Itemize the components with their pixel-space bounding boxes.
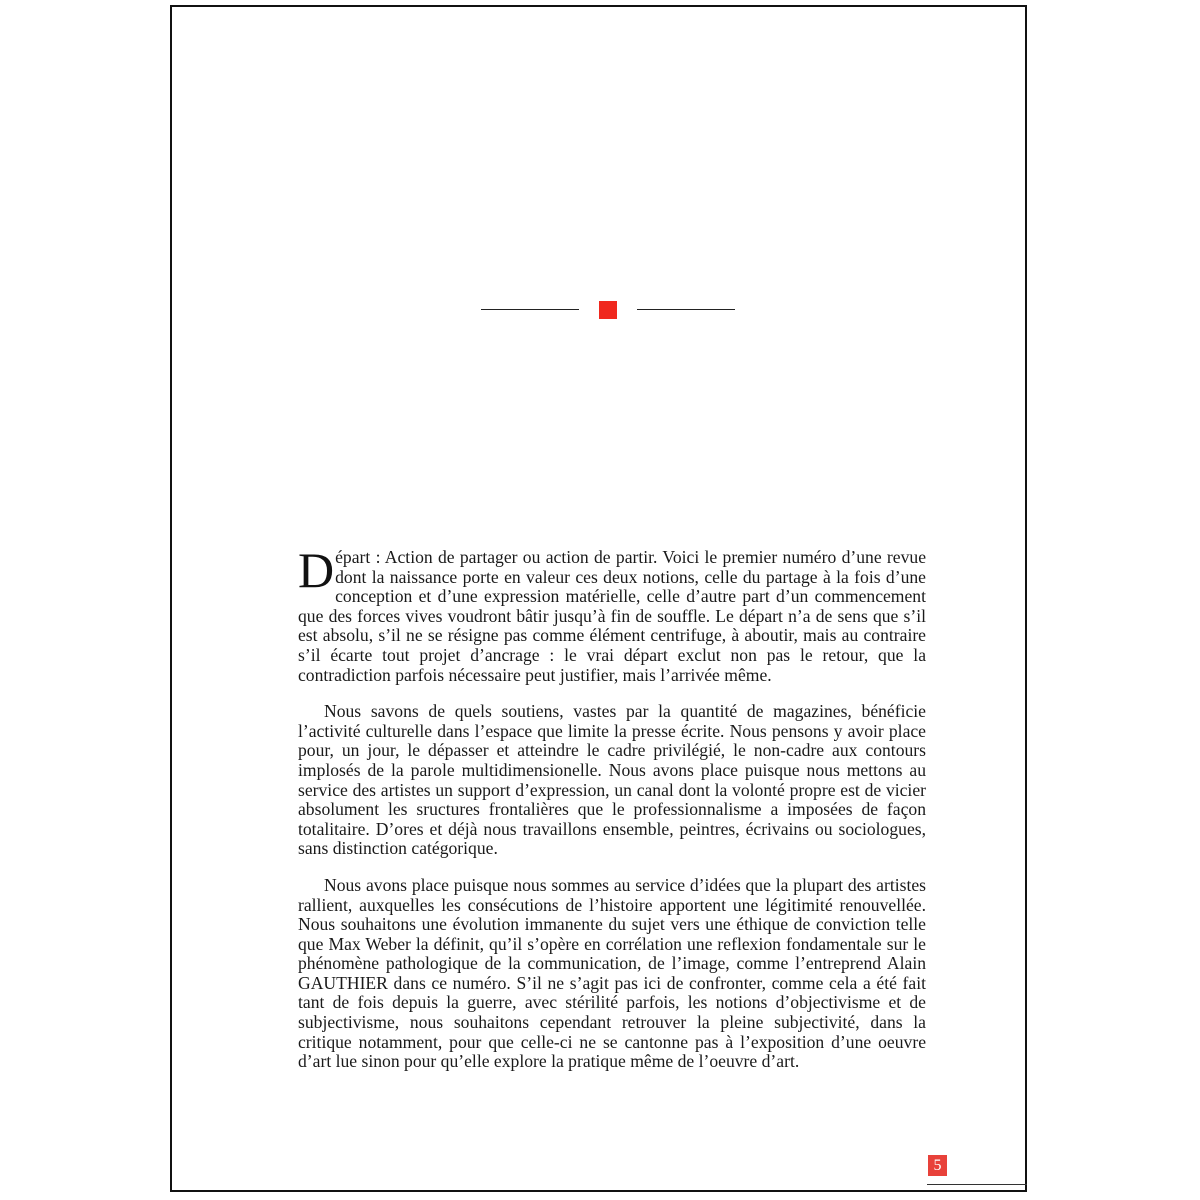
paragraph-1-text: épart : Action de partager ou action de partir. Voici le premier numéro d’une revue dont la naissance porte en valeur ces deux notions, celle du partage à la fois d’une conception et d’une expression matérielle, celle d’autre part d’un commencement que des forces vives voudront bâtir jusqu’à fin de souffle. Le départ n’a de sens que s’il est absolu, s’il ne se résigne pas comme élément centrifuge, à aboutir, mais au contraire s’il écarte tout projet d’ancrage : le vrai départ exclut non pas le retour, que la contradiction parfois nécessaire peut justifier, mais l’arrivée même. xyxy=(298,547,926,685)
page-number: 5 xyxy=(928,1155,947,1176)
footer-rule xyxy=(927,1184,1027,1185)
paragraph-2: Nous savons de quels soutiens, vastes par la quantité de magazines, bénéficie l’activité culturelle dans l’espace que limite la presse écrite. Nous pensons y avoir place pour, un jour, le dépasser et atteindre le cadre privilégié, le non-cadre aux contours implosés de la parole multidimensionelle. Nous avons place puisque nous mettons au service des artistes un support d’expression, un canal dont la volonté propre est de vicier absolument les sructures frontalières que le professionnalisme a imposées de façon totalitaire. D’ores et déjà nous travaillons ensemble, peintres, écrivains ou sociologues, sans distinction catégorique. xyxy=(298,701,926,859)
ornament-left-rule xyxy=(481,309,579,310)
drop-cap: D xyxy=(298,542,335,598)
paragraph-1 xyxy=(298,542,926,685)
paragraph-3: Nous avons place puisque nous sommes au service d’idées que la plupart des artistes rallient, auxquelles les consécutions de l’histoire apportent une légitimité renouvellée. Nous souhaitons une évolution immanente du sujet vers une éthique de conviction telle que Max Weber la définit, qu’il s’opère en corrélation une reflexion fondamentale sur le phénomène pathologique de la communication, de l’image, comme l’entreprend Alain GAUTHIER dans ce numéro. S’il ne s’agit pas ici de confronter, comme cela a été fait tant de fois depuis la guerre, avec stérilité parfois, les notions d’objectivisme et de subjectivisme, nous souhaitons cependant retrouver la pleine subjectivité, dans la critique notamment, pour que celle-ci ne se cantonne pas à l’exposition d’une oeuvre d’art lue sinon pour qu’elle explore la pratique même de l’oeuvre d’art. xyxy=(298,874,926,1072)
title-ornament xyxy=(481,300,735,320)
ornament-right-rule xyxy=(637,309,735,310)
editorial-text xyxy=(298,542,926,1089)
red-square-icon xyxy=(599,301,617,319)
